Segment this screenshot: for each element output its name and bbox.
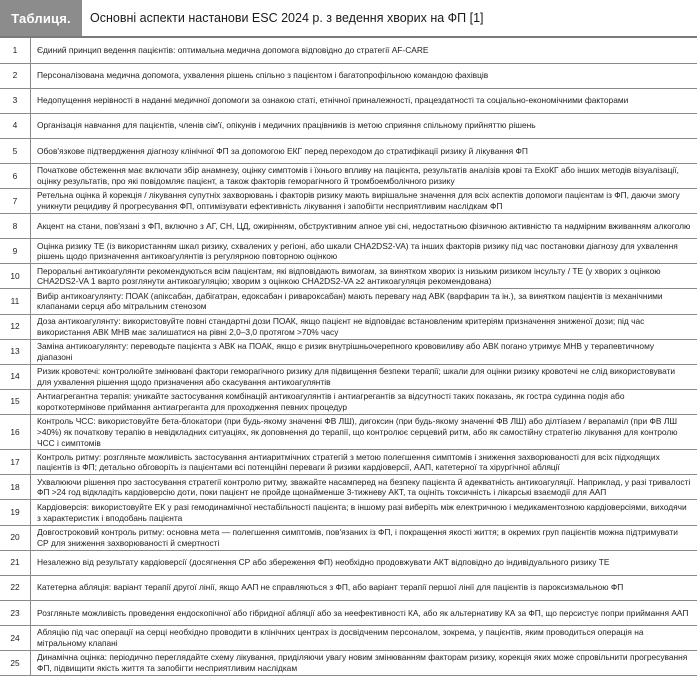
row-text: Недопущення нерівності в наданні медичної допомоги за ознакою статі, етнічної приналежності, працездатності та соціально-економічними факторами bbox=[31, 88, 697, 113]
table-title: Основні аспекти настанови ESC 2024 р. з ведення хворих на ФП [1] bbox=[90, 11, 484, 25]
table-row bbox=[0, 88, 697, 113]
row-number: 1 bbox=[0, 38, 31, 63]
table-row bbox=[0, 339, 697, 364]
table-row bbox=[0, 63, 697, 88]
table-row bbox=[0, 625, 697, 650]
row-text: Ретельна оцінка й корекція / лікування супутніх захворювань і факторів ризику мають вирішальне значення для всіх аспектів допомоги пацієнтам із ФП, даючи змогу уникнути рецидиву й прогресування ФП, оптимізувати ефективність лікування і запобігти несприятливим наслідкам ФП bbox=[31, 189, 697, 214]
row-number: 21 bbox=[0, 550, 31, 575]
row-number: 19 bbox=[0, 500, 31, 525]
table-row bbox=[0, 364, 697, 389]
row-number: 7 bbox=[0, 189, 31, 214]
table-row bbox=[0, 575, 697, 600]
table-header bbox=[0, 0, 697, 36]
row-number: 17 bbox=[0, 450, 31, 475]
table-row bbox=[0, 475, 697, 500]
row-text: Ризик кровотечі: контролюйте змінювані фактори геморагічного ризику для підвищення безпеки терапії; шкали для оцінки ризику кровотечі не слід використовувати для ухвалення рішення щодо призначення або скасування антикоагулянтів bbox=[31, 364, 697, 389]
table-row bbox=[0, 314, 697, 339]
row-number: 3 bbox=[0, 88, 31, 113]
table-row bbox=[0, 113, 697, 138]
row-text: Розгляньте можливість проведення ендоскопічної або гібридної абляції або за неефективності КА, або як альтернативу КА за ФП, що персистує попри приймання ААП bbox=[31, 600, 697, 625]
row-text: Кардіоверсія: використовуйте ЕК у разі гемодинамічної нестабільності пацієнта; в іншому разі виберіть між електричною і медикаментозною кардіоверсіями, виходячи з характеристик і вподобань пацієнта bbox=[31, 500, 697, 525]
row-text: Катетерна абляція: варіант терапії другої лінії, якщо ААП не справляються з ФП, або варіант терапії першої лінії для пацієнтів із пароксизмальною ФП bbox=[31, 575, 697, 600]
row-text: Початкове обстеження має включати збір анамнезу, оцінку симптомів і їхнього впливу на пацієнта, результатів аналізів крові та ЕхоКГ або інших методів візуалізації, оцінку результатів, про які повідомляє пацієнт, а також факторів геморагічного й тромбоемболічного ризику bbox=[31, 163, 697, 188]
table-row bbox=[0, 414, 697, 449]
row-text: Обов'язкове підтвердження діагнозу клінічної ФП за допомогою ЕКГ перед переходом до стратифікації ризику й лікування ФП bbox=[31, 138, 697, 163]
table-row bbox=[0, 239, 697, 264]
table-row bbox=[0, 550, 697, 575]
row-number: 15 bbox=[0, 389, 31, 414]
row-text: Контроль ритму: розгляньте можливість застосування антиаритмічних стратегій з метою полегшення симптомів і зниження захворюваності для всіх підходящих пацієнтів із ФП; детально обговоріть із пацієнтами всі потенційні переваги й ризики кардіоверсії, ААП, катетерної та хірургічної абляції bbox=[31, 450, 697, 475]
row-number: 13 bbox=[0, 339, 31, 364]
row-number: 20 bbox=[0, 525, 31, 550]
row-text: Оцінка ризику ТЕ (із використанням шкал ризику, схвалених у регіоні, або шкали CHA2DS2-VA) та інших факторів ризику під час постановки діагнозу для ухвалення рішень щодо призначення антикоагулянтів із регулярною повторною оцінкою bbox=[31, 239, 697, 264]
table-row bbox=[0, 651, 697, 676]
row-text: Абляцію під час операції на серці необхідно проводити в клінічних центрах із досвідченим персоналом, зокрема, у пацієнтів, яким проводиться операція на мітральному клапані bbox=[31, 625, 697, 650]
row-number: 8 bbox=[0, 214, 31, 239]
row-number: 25 bbox=[0, 651, 31, 676]
row-number: 11 bbox=[0, 289, 31, 314]
table-row bbox=[0, 600, 697, 625]
table-row bbox=[0, 289, 697, 314]
table-row bbox=[0, 38, 697, 63]
table-body bbox=[0, 38, 697, 676]
row-number: 18 bbox=[0, 475, 31, 500]
table-row bbox=[0, 214, 697, 239]
row-number: 23 bbox=[0, 600, 31, 625]
row-text: Єдиний принцип ведення пацієнтів: оптимальна медична допомога відповідно до стратегії AF-CARE bbox=[31, 38, 697, 63]
row-text: Персоналізована медична допомога, ухвалення рішень спільно з пацієнтом і багатопрофільною командою фахівців bbox=[31, 63, 697, 88]
row-text: Ухвалюючи рішення про застосування стратегії контролю ритму, зважайте насамперед на безпеку пацієнта й адекватність антикоагуляції. Наприклад, у разі тривалості ФП >24 год відкладіть кардіоверсію доти, поки пацієнт не пройде щонайменше 3-тижневу АКТ, та оцініть токсичність і лікарські взаємодії для ААП bbox=[31, 475, 697, 500]
row-number: 9 bbox=[0, 239, 31, 264]
row-number: 14 bbox=[0, 364, 31, 389]
row-number: 24 bbox=[0, 625, 31, 650]
guideline-table bbox=[0, 38, 697, 676]
table-row bbox=[0, 389, 697, 414]
table-row bbox=[0, 163, 697, 188]
row-text: Вибір антикоагулянту: ПОАК (апіксабан, дабігатран, едоксабан і ривароксабан) мають перевагу над АВК (варфарин та ін.), за винятком пацієнтів із механічними клапанами серця або мітральним стенозом bbox=[31, 289, 697, 314]
row-text: Заміна антикоагулянту: переводьте пацієнта з АВК на ПОАК, якщо є ризик внутрішньочерепного крововиливу або АВК погано утримує МНВ у терапевтичному діапазоні bbox=[31, 339, 697, 364]
row-number: 4 bbox=[0, 113, 31, 138]
table-row bbox=[0, 189, 697, 214]
row-number: 5 bbox=[0, 138, 31, 163]
row-number: 22 bbox=[0, 575, 31, 600]
table-row bbox=[0, 138, 697, 163]
row-number: 2 bbox=[0, 63, 31, 88]
table-row bbox=[0, 450, 697, 475]
table-tag: Таблиця. bbox=[0, 0, 82, 36]
row-number: 16 bbox=[0, 414, 31, 449]
row-text: Динамічна оцінка: періодично переглядайте схему лікування, приділяючи увагу новим змінюванням факторам ризику, корекція яких може спровільнити прогресування ФП, підвищити якість життя та запобігти несприятливим наслідкам bbox=[31, 651, 697, 676]
row-text: Довгостроковий контроль ритму: основна мета — полегшення симптомів, пов'язаних із ФП, і покращення якості життя; в окремих груп пацієнтів можна підтримувати СР для зниження захворюваності й смертності bbox=[31, 525, 697, 550]
row-text: Організація навчання для пацієнтів, членів сім'ї, опікунів і медичних працівників із метою сприяння спільному прийняттю рішень bbox=[31, 113, 697, 138]
row-text: Незалежно від результату кардіоверсії (досягнення СР або збереження ФП) необхідно продовжувати АКТ відповідно до індивідуального ризику ТЕ bbox=[31, 550, 697, 575]
row-number: 6 bbox=[0, 163, 31, 188]
row-text: Контроль ЧСС: використовуйте бета-блокатори (при будь-якому значенні ФВ ЛШ), дигоксин (при будь-якому значенні ФВ ЛШ) або ділтіазем / верапаміл (при ФВ ЛШ >40%) як початкову терапію в невідкладних ситуаціях, як доповнення до терапії, що контролює серцевий ритм, або як самостійну стратегію лікування для контролю ЧСС і симптомів bbox=[31, 414, 697, 449]
row-number: 10 bbox=[0, 264, 31, 289]
row-text: Акцент на стани, пов'язані з ФП, включно з АГ, СН, ЦД, ожирінням, обструктивним апное уві сні, недостатньою фізичною активністю та надмірним вживанням алкоголю bbox=[31, 214, 697, 239]
table-row bbox=[0, 500, 697, 525]
row-text: Антиагрегантна терапія: уникайте застосування комбінацій антикоагулянтів і антиагрегантів за відсутності таких показань, як гостра судинна подія або короткотермінове приймання антиагреганта для проходження певних процедур bbox=[31, 389, 697, 414]
table-row bbox=[0, 525, 697, 550]
table-row bbox=[0, 264, 697, 289]
row-text: Доза антикоагулянту: використовуйте повні стандартні дози ПОАК, якщо пацієнт не відповідає встановленим критеріям призначення зниженої дози; під час використання АВК МНВ має залишатися на рівні 2,0–3,0 протягом >70% часу bbox=[31, 314, 697, 339]
row-text: Пероральні антикоагулянти рекомендуються всім пацієнтам, які відповідають вимогам, за винятком хворих із низьким ризиком інсульту / ТЕ (у хворих з оцінкою CHA2DS2-VA 1 варто розглянути антикоагуляцію; хворим з оцінкою CHA2DS2-VA ≥2 антикоагуляція рекомендована) bbox=[31, 264, 697, 289]
row-number: 12 bbox=[0, 314, 31, 339]
